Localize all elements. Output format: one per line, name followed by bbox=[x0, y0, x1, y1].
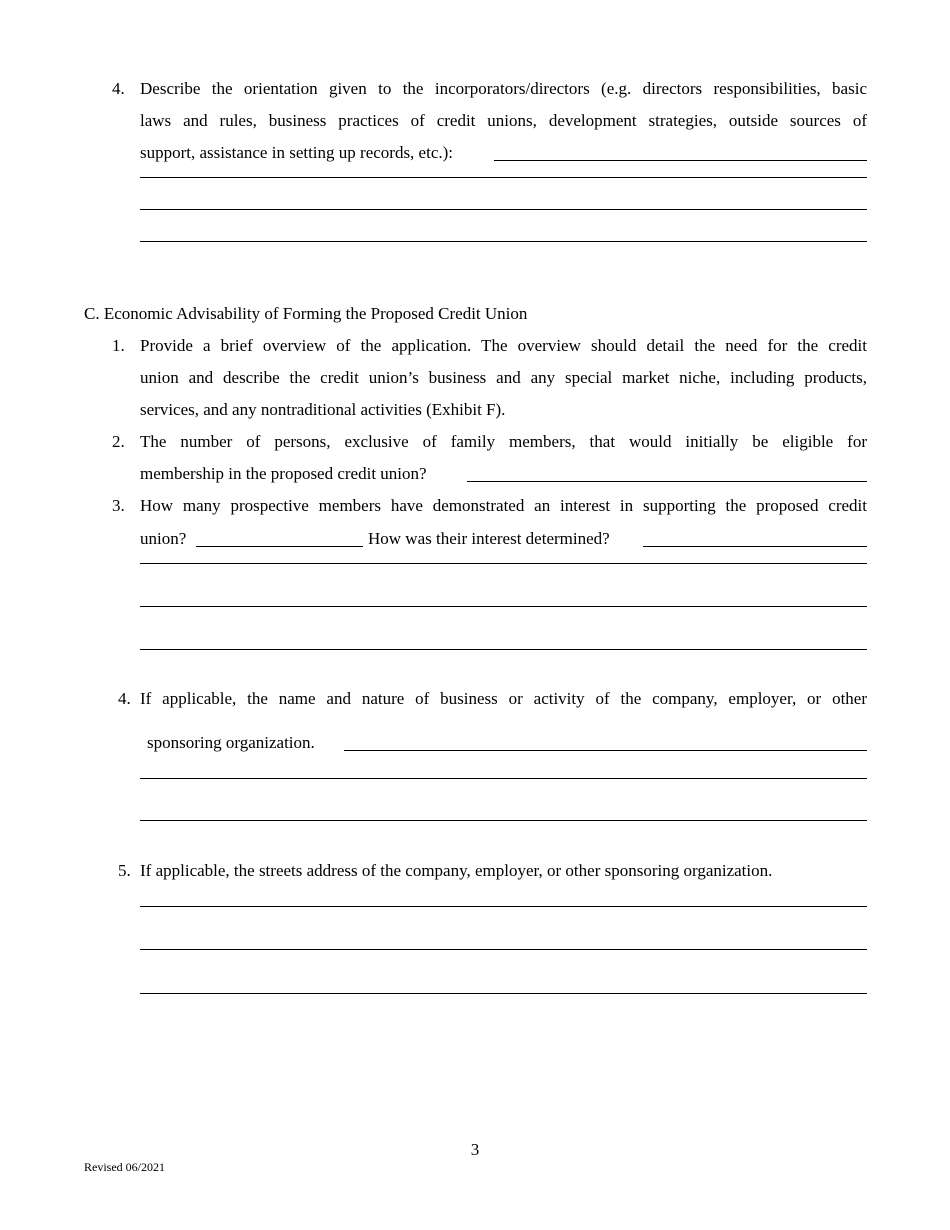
question-text-line: If applicable, the name and nature of business or activity of the company, employer, or other bbox=[140, 689, 867, 708]
revision-date: Revised 06/2021 bbox=[84, 1160, 165, 1174]
question-number: 3. bbox=[112, 496, 125, 515]
sponsor-address-line[interactable] bbox=[140, 906, 867, 907]
question-number: 1. bbox=[112, 336, 125, 355]
question-text-line: union? bbox=[140, 529, 187, 548]
orientation-answer-line[interactable] bbox=[140, 241, 867, 242]
orientation-answer-field[interactable] bbox=[494, 143, 867, 161]
page-number: 3 bbox=[470, 1140, 480, 1159]
sponsor-answer-line[interactable] bbox=[140, 778, 867, 779]
question-number: 4. bbox=[118, 689, 131, 708]
question-text-line: How many prospective members have demonstrated an interest in supporting the proposed credit bbox=[140, 496, 867, 515]
orientation-answer-line[interactable] bbox=[140, 209, 867, 210]
question-text-line: support, assistance in setting up records, etc.): bbox=[140, 143, 454, 162]
sponsor-address-line[interactable] bbox=[140, 949, 867, 950]
section-heading: C. Economic Advisability of Forming the Proposed Credit Union bbox=[84, 304, 528, 323]
prospective-members-field[interactable] bbox=[196, 529, 363, 547]
eligible-persons-field[interactable] bbox=[467, 464, 867, 482]
question-text-line: The number of persons, exclusive of family members, that would initially be eligible for bbox=[140, 432, 867, 451]
question-number: 4. bbox=[112, 79, 125, 98]
question-text-line: Describe the orientation given to the incorporators/directors (e.g. directors responsibilities, basic bbox=[140, 79, 867, 98]
orientation-answer-line[interactable] bbox=[140, 177, 867, 178]
interest-answer-line[interactable] bbox=[140, 649, 867, 650]
interest-answer-line[interactable] bbox=[140, 606, 867, 607]
interest-determined-field[interactable] bbox=[643, 529, 867, 547]
question-text-line: Provide a brief overview of the application. The overview should detail the need for the credit bbox=[140, 336, 867, 355]
question-text-line: If applicable, the streets address of the company, employer, or other sponsoring organization. bbox=[140, 861, 773, 880]
sponsor-name-field[interactable] bbox=[344, 733, 867, 751]
question-text-line: sponsoring organization. bbox=[147, 733, 315, 752]
question-text-line: union and describe the credit union’s business and any special market niche, including products, bbox=[140, 368, 867, 387]
question-number: 5. bbox=[118, 861, 131, 880]
question-number: 2. bbox=[112, 432, 125, 451]
question-text-line: How was their interest determined? bbox=[368, 529, 610, 548]
interest-answer-line[interactable] bbox=[140, 563, 867, 564]
question-text-line: laws and rules, business practices of credit unions, development strategies, outside sources of bbox=[140, 111, 867, 130]
question-text-line: services, and any nontraditional activities (Exhibit F). bbox=[140, 400, 506, 419]
sponsor-answer-line[interactable] bbox=[140, 820, 867, 821]
sponsor-address-line[interactable] bbox=[140, 993, 867, 994]
question-text-line: membership in the proposed credit union? bbox=[140, 464, 427, 483]
